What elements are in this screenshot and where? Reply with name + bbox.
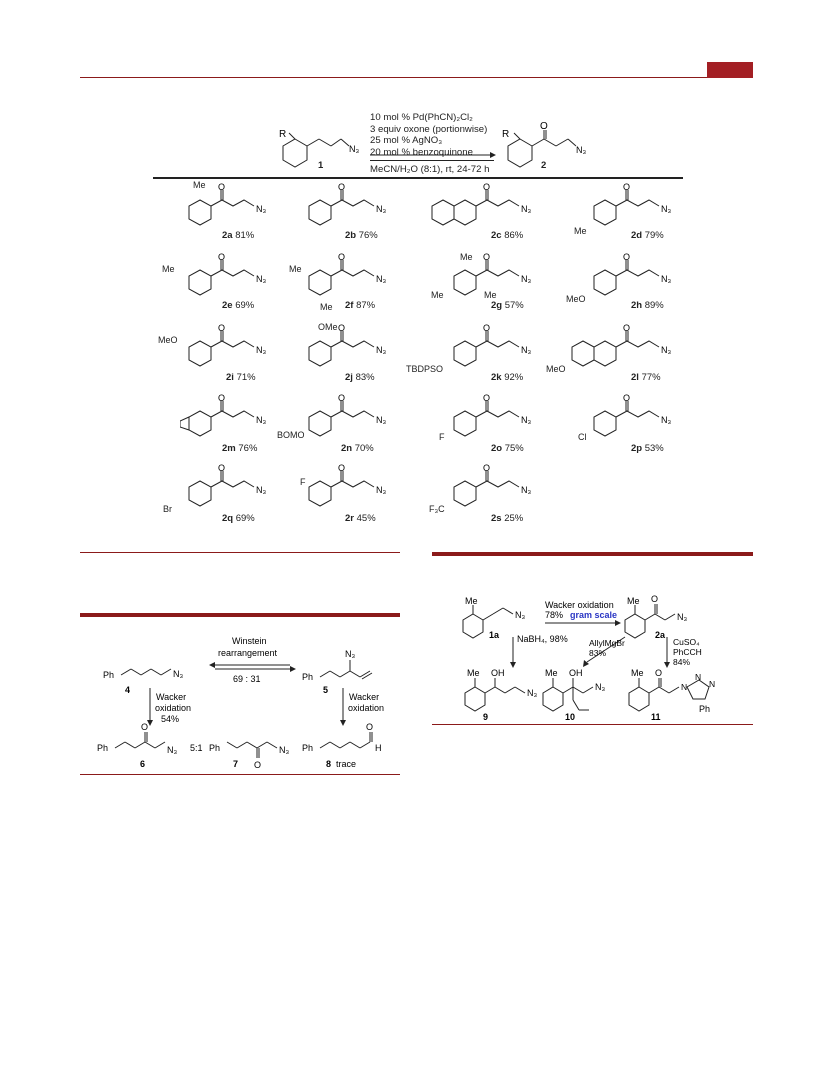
carbonyl-o: O — [338, 252, 346, 262]
sub-2d-me: Me — [574, 226, 587, 236]
oh-9: OH — [491, 668, 505, 678]
carbonyl-o: O — [483, 323, 491, 333]
n3-7: N₃ — [279, 745, 290, 755]
n3-10: N₃ — [595, 682, 606, 692]
n-11c: N — [709, 679, 716, 689]
product-2s-structure — [445, 463, 555, 513]
carbonyl-o: O — [218, 323, 226, 333]
h-8: H — [375, 743, 382, 753]
reactant-1-structure — [275, 125, 375, 180]
product-2l-label: 2l 77% — [631, 372, 661, 383]
gram-scale-label: gram scale — [570, 610, 618, 620]
label-9: 9 — [483, 712, 489, 722]
azide-label: N₃ — [521, 204, 532, 214]
product-2d-label: 2d 79% — [631, 230, 664, 241]
carbonyl-o: O — [483, 182, 491, 192]
product-2o-structure — [445, 393, 555, 443]
carbonyl-o: O — [623, 252, 631, 262]
carbonyl-o: O — [483, 463, 491, 473]
azide-label: N₃ — [521, 415, 532, 425]
ratio-label: 69 : 31 — [233, 674, 261, 684]
sub-2i-meo: MeO — [158, 335, 178, 345]
sub-2s-f3c: F₃C — [429, 504, 445, 514]
scheme3-drawing — [455, 592, 750, 722]
product-2n-label: 2n 70% — [341, 443, 374, 454]
ph-11: Ph — [699, 704, 711, 714]
azide-label: N₃ — [661, 274, 672, 284]
product-2r-label: 2r 45% — [345, 513, 376, 524]
ph-4: Ph — [103, 670, 115, 680]
sub-2f-me1: Me — [289, 264, 302, 274]
product-2j-label: 2j 83% — [345, 372, 375, 383]
sub-2k-tbdpso: TBDPSO — [406, 364, 444, 374]
allylmgbr-label: AllylMgBr — [589, 638, 625, 648]
product-2o-label: 2o 75% — [491, 443, 524, 454]
n3-6: N₃ — [167, 745, 178, 755]
product-2k-label: 2k 92% — [491, 372, 524, 383]
label-8: 8 — [326, 759, 332, 769]
sub-2g-me3: Me — [484, 290, 497, 300]
product-2h-structure — [585, 252, 695, 302]
sub-2q-br: Br — [163, 504, 172, 514]
me-2a: Me — [627, 596, 640, 606]
n-11b: N — [695, 672, 702, 682]
product-2f-label: 2f 87% — [345, 300, 376, 311]
condition-line: 20 mol % benzoquinone — [370, 147, 494, 162]
r-group-label: R — [502, 129, 510, 140]
product-2i-structure — [180, 323, 290, 373]
product-2-structure — [500, 120, 600, 175]
condition-line: MeCN/H₂O (8:1), rt, 24-72 h — [370, 164, 490, 176]
carbonyl-o: O — [218, 393, 226, 403]
product-2d-structure — [585, 182, 695, 232]
ph-8: Ph — [302, 743, 314, 753]
reaction-arrow — [370, 150, 500, 160]
page-number-tab — [707, 62, 753, 78]
cuso4-label: CuSO₄ — [673, 637, 700, 647]
azide-label: N₃ — [521, 274, 532, 284]
carbonyl-o: O — [338, 182, 346, 192]
click-yield: 84% — [673, 657, 691, 667]
azide-label: N₃ — [521, 345, 532, 355]
product-2a-label: 2a 81% — [222, 230, 255, 241]
condition-line: 25 mol % AgNO₃ — [370, 135, 443, 147]
condition-line: 3 equiv oxone (portionwise) — [370, 123, 488, 135]
product-2r-structure — [300, 463, 410, 513]
sub-2j-ome: OMe — [318, 322, 338, 332]
selectivity-label: 5:1 — [190, 743, 203, 753]
product-2s-label: 2s 25% — [491, 513, 524, 524]
phcch-label: PhCCH — [673, 647, 702, 657]
carbonyl-o: O — [623, 323, 631, 333]
scheme1-bottom-rule — [80, 552, 400, 553]
azide-label: N₃ — [661, 204, 672, 214]
oxidation-label: oxidation — [155, 703, 192, 713]
sub-2f-me2: Me — [320, 302, 333, 312]
product-2q-structure — [180, 463, 290, 513]
product-2b-structure — [300, 182, 410, 232]
o-2a: O — [651, 594, 659, 604]
azide-label: N₃ — [256, 274, 267, 284]
sub-2r-f: F — [300, 477, 306, 487]
product-2e-structure — [180, 252, 290, 302]
n3-4: N₃ — [173, 669, 184, 679]
trace-label: trace — [336, 759, 357, 769]
product-2p-structure — [585, 393, 695, 443]
ph-5: Ph — [302, 672, 314, 682]
product-2q-label: 2q 69% — [222, 513, 255, 524]
sub-2g-me1: Me — [460, 252, 473, 262]
azide-label: N₃ — [376, 204, 387, 214]
label-6: 6 — [140, 759, 146, 769]
product-2m-label: 2m 76% — [222, 443, 258, 454]
header-rule — [80, 77, 753, 78]
azide-label: N₃ — [376, 274, 387, 284]
condition-line: 10 mol % Pd(PhCN)₂Cl₂ — [370, 112, 473, 123]
reactant-label: 1 — [318, 160, 324, 171]
azide-label: N₃ — [376, 415, 387, 425]
scheme1-table-rule — [153, 177, 683, 179]
rearrangement-label: rearrangement — [218, 648, 278, 658]
o-7: O — [254, 760, 262, 770]
product-2n-structure — [300, 393, 410, 443]
me-9: Me — [467, 668, 480, 678]
product-2g-label: 2g 57% — [491, 300, 524, 311]
wacker-label: Wacker — [156, 692, 187, 702]
sub-2e-me: Me — [162, 264, 175, 274]
product-2c-label: 2c 86% — [491, 230, 524, 241]
azide-label: N₃ — [576, 145, 587, 155]
oh-10: OH — [569, 668, 583, 678]
me-11: Me — [631, 668, 644, 678]
label-1a: 1a — [489, 630, 500, 640]
scheme2-drawing — [95, 620, 385, 770]
scheme3-bottom-rule — [432, 724, 753, 725]
o-11: O — [655, 668, 663, 678]
sub-2n-bomo: BOMO — [277, 430, 305, 440]
allyl-yield: 83% — [589, 648, 607, 658]
product-2l-structure — [571, 323, 681, 373]
label-2a: 2a — [655, 630, 666, 640]
scheme2-top-rule — [80, 613, 400, 617]
product-2p-label: 2p 53% — [631, 443, 664, 454]
label-5: 5 — [323, 685, 329, 695]
carbonyl-o: O — [338, 323, 346, 333]
carbonyl-o: O — [218, 463, 226, 473]
product-2h-label: 2h 89% — [631, 300, 664, 311]
reaction-conditions — [370, 112, 494, 176]
product-2e-label: 2e 69% — [222, 300, 255, 311]
azide-label: N₃ — [521, 485, 532, 495]
sub-2h-meo: MeO — [566, 294, 586, 304]
n3-1a: N₃ — [515, 610, 526, 620]
wacker-yield: 78% — [545, 610, 564, 620]
me-10: Me — [545, 668, 558, 678]
scheme3-top-rule — [432, 552, 753, 556]
carbonyl-o: O — [483, 252, 491, 262]
carbonyl-o: O — [338, 393, 346, 403]
carbonyl-o: O — [623, 182, 631, 192]
n3-5: N₃ — [345, 649, 356, 659]
me-1a: Me — [465, 596, 478, 606]
azide-label: N₃ — [661, 345, 672, 355]
ph-6: Ph — [97, 743, 109, 753]
n3-9: N₃ — [527, 688, 538, 698]
wacker-oxidation-label: Wacker oxidation — [545, 600, 614, 610]
label-4: 4 — [125, 685, 131, 695]
azide-label: N₃ — [376, 345, 387, 355]
product-2k-structure — [445, 323, 555, 373]
oxidation-label: oxidation — [348, 703, 385, 713]
sub-2a-me: Me — [193, 180, 206, 190]
product-2i-label: 2i 71% — [226, 372, 256, 383]
label-7: 7 — [233, 759, 239, 769]
carbonyl-o: O — [218, 252, 226, 262]
azide-label: N₃ — [256, 415, 267, 425]
product-label: 2 — [541, 160, 547, 171]
azide-label: N₃ — [376, 485, 387, 495]
carbonyl-o: O — [540, 121, 548, 132]
carbonyl-o: O — [623, 393, 631, 403]
o-8: O — [366, 722, 374, 732]
product-2b-label: 2b 76% — [345, 230, 378, 241]
product-2m-structure — [180, 393, 290, 443]
azide-label: N₃ — [661, 415, 672, 425]
carbonyl-o: O — [483, 393, 491, 403]
sub-2l-meo: MeO — [546, 364, 566, 374]
azide-label: N₃ — [256, 204, 267, 214]
sub-2p-cl: Cl — [578, 432, 587, 442]
n3-2a: N₃ — [677, 612, 688, 622]
o-6: O — [141, 722, 149, 732]
label-10: 10 — [565, 712, 576, 722]
sub-2o-f: F — [439, 432, 445, 442]
r-group-label: R — [279, 129, 287, 140]
nabh4-label: NaBH₄, 98% — [517, 634, 568, 644]
carbonyl-o: O — [338, 463, 346, 473]
scheme2-bottom-rule — [80, 774, 400, 775]
label-11: 11 — [651, 712, 661, 722]
product-2f-structure — [300, 252, 410, 302]
product-2c-structure — [431, 182, 541, 232]
azide-label: N₃ — [349, 144, 360, 154]
n-11a: N — [681, 682, 688, 692]
product-2j-structure — [300, 323, 410, 373]
azide-label: N₃ — [256, 485, 267, 495]
wacker-label: Wacker — [349, 692, 380, 702]
ph-7: Ph — [209, 743, 221, 753]
yield-6: 54% — [161, 714, 180, 724]
winstein-label: Winstein — [232, 636, 267, 646]
azide-label: N₃ — [256, 345, 267, 355]
sub-2g-me2: Me — [431, 290, 444, 300]
carbonyl-o: O — [218, 182, 226, 192]
